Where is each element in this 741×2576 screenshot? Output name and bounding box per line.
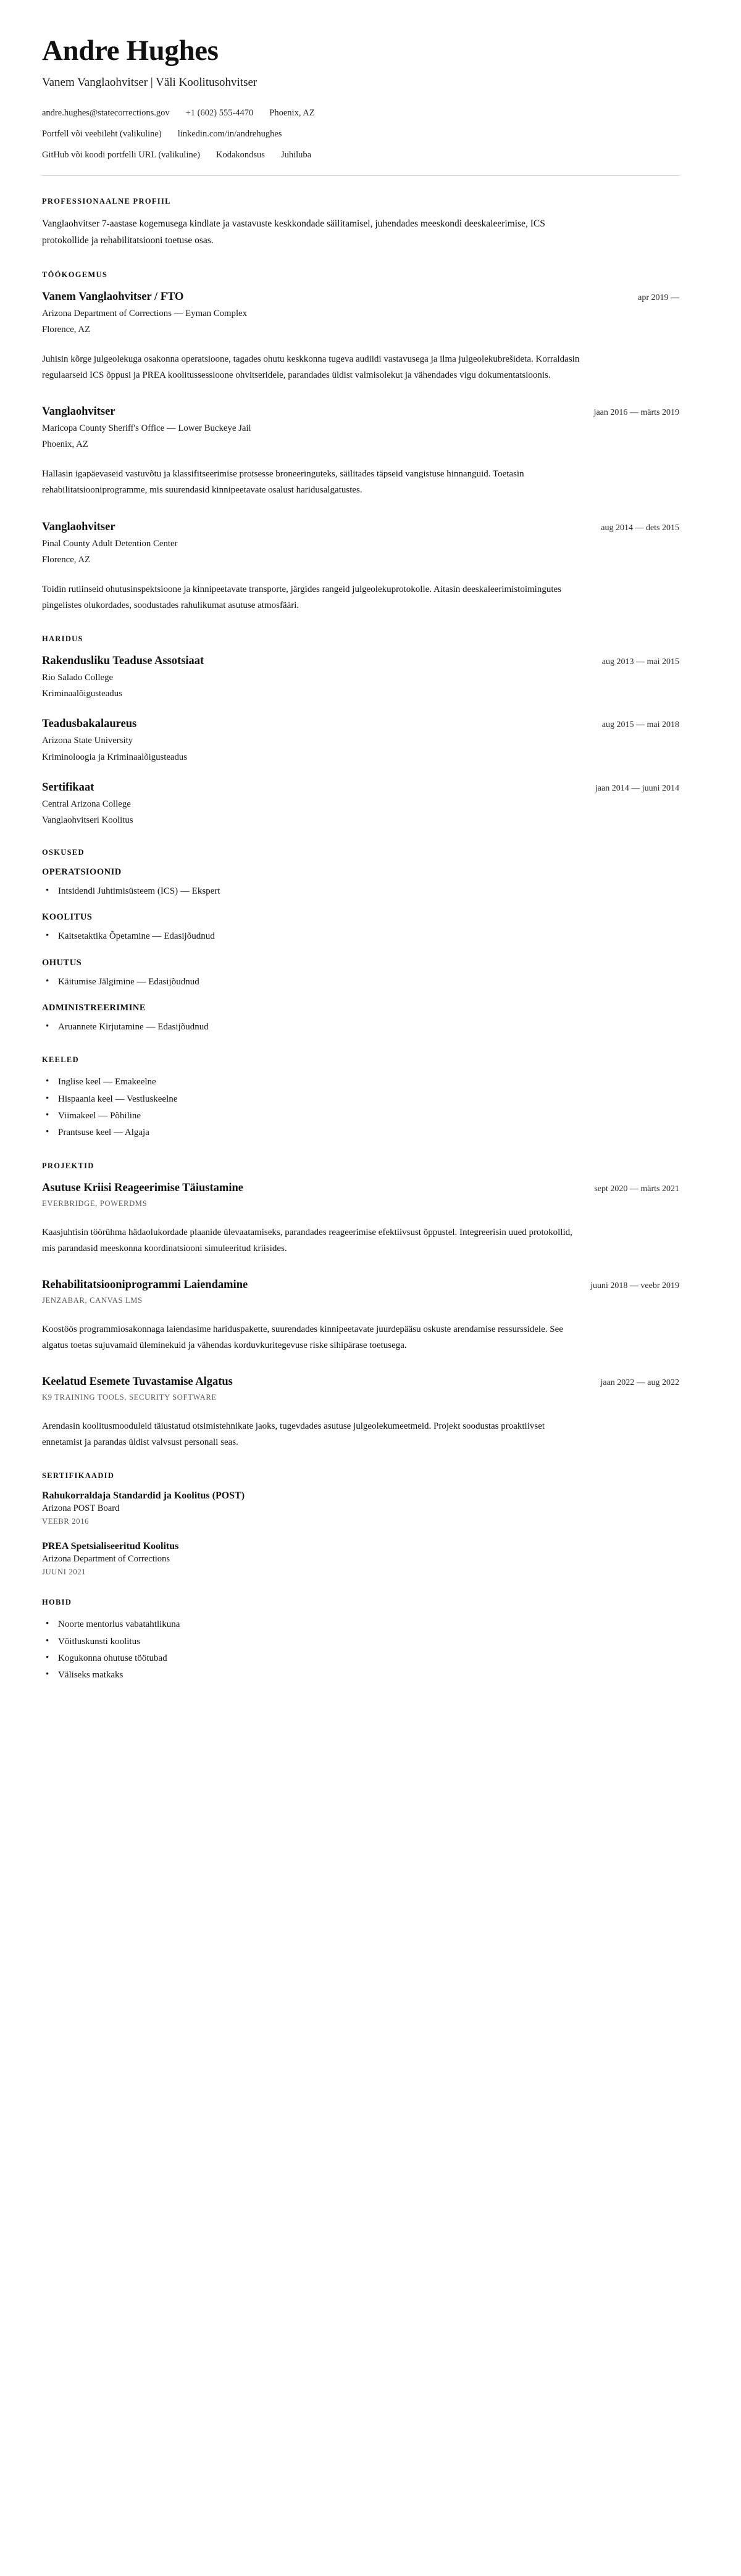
languages-bullet-list [42,1074,679,1140]
job-title: Vanglaohvitser [42,405,115,418]
project-date: juuni 2018 — veebr 2019 [590,1281,679,1290]
skill-bullet-list [42,974,679,989]
contact-item[interactable]: +1 (602) 555-4470 [185,108,254,118]
section-title-education: HARIDUS [42,634,83,643]
certification-date: VEEBR 2016 [42,1517,90,1526]
contact-item[interactable]: GitHub või koodi portfelli URL (valikuline) [42,150,200,160]
experience-entry [42,520,679,613]
experience-entry [42,404,679,498]
school-name: Rio Salado College [42,672,114,683]
header-divider [42,175,679,176]
section-title-experience: TÖÖKOGEMUS [42,270,108,279]
skill-category: KOOLITUS [42,912,93,923]
language-item: • Inglise keel — Emakeelne [42,1074,679,1089]
entry-header [42,780,679,795]
hobby-item: • Väliseks matkaks [42,1668,679,1682]
job-description: Toidin rutiinseid ohutusinspektsioone ja kinnipeetavate transporte, järgides rangeid julgeolekuprotokolle. Aitasin deeskaleerimistoimingutes pingelistes olukordades, soodustades rahulikumat asutuse atmosfääri. [42,584,561,610]
certification-name: PREA Spetsialiseeritud Koolitus [42,1541,179,1552]
job-organization: Arizona Department of Corrections — Eyman Complex [42,308,248,318]
section-experience [42,270,679,613]
section-title-projects: PROJEKTID [42,1161,94,1170]
certification-date: JUUNI 2021 [42,1568,86,1577]
contact-item[interactable]: linkedin.com/in/andrehughes [177,129,282,139]
skill-group [42,958,679,989]
entry-header [42,520,679,534]
field-of-study: Vanglaohvitseri Koolitus [42,815,133,825]
entry-header [42,1181,679,1195]
education-entry [42,780,679,827]
job-location: Phoenix, AZ [42,439,88,450]
job-date: apr 2019 — [638,293,679,302]
candidate-name: Andre Hughes [42,35,219,67]
language-item: • Hispaania keel — Vestluskeelne [42,1092,679,1107]
job-title: Vanglaohvitser [42,520,115,533]
entry-header [42,654,679,668]
certifications-list [42,1490,679,1577]
contact-item[interactable]: Kodakondsus [216,150,265,160]
field-of-study: Kriminaalõigusteadus [42,689,122,699]
job-date: jaan 2016 — märts 2019 [593,408,679,418]
degree-title: Rakendusliku Teaduse Assotsiaat [42,654,204,667]
job-date: aug 2014 — dets 2015 [601,523,679,533]
contact-row [42,150,679,160]
job-organization: Maricopa County Sheriff's Office — Lower Buckeye Jail [42,423,251,434]
project-entry [42,1181,679,1257]
education-entry [42,717,679,763]
contact-item[interactable]: Juhiluba [280,150,312,160]
hobby-item: • Võitluskunsti koolitus [42,1634,679,1649]
education-entry [42,654,679,700]
section-title-profile: PROFESSIONAALNE PROFIIL [42,197,171,206]
project-date: jaan 2022 — aug 2022 [600,1378,679,1388]
contact-item[interactable]: Phoenix, AZ [269,108,315,118]
entry-header [42,1374,679,1389]
skill-item: • Aruannete Kirjutamine — Edasijõudnud [42,1020,679,1034]
skill-group [42,912,679,944]
project-description: Arendasin koolitusmooduleid täiustatud otsimistehnikate jaoks, tugevdades asutuse julgeolekumeetmeid. Projekt soodustas proaktiivset ennetamist ja parandas üldist valvsust personali seas. [42,1421,545,1448]
skill-group [42,867,679,899]
project-name: Rehabilitatsiooniprogrammi Laiendamine [42,1278,248,1291]
project-tech-stack: JENZABAR, CANVAS LMS [42,1295,143,1305]
school-name: Arizona State University [42,736,133,746]
hobby-item: • Noorte mentorlus vabatahtlikuna [42,1617,679,1632]
section-title-hobbies: HOBID [42,1598,72,1607]
skill-bullet-list [42,929,679,944]
section-hobbies [42,1598,679,1682]
certification-name: Rahukorraldaja Standardid ja Koolitus (POST) [42,1490,245,1502]
field-of-study: Kriminoloogia ja Kriminaalõigusteadus [42,752,188,762]
hobbies-bullet-list [42,1617,679,1682]
skill-item: • Käitumise Jälgimine — Edasijõudnud [42,974,679,989]
section-projects [42,1161,679,1451]
entry-header [42,289,679,304]
section-education [42,634,679,827]
skill-category: ADMINISTREERIMINE [42,1003,146,1013]
project-tech-stack: EVERBRIDGE, POWERDMS [42,1199,148,1208]
contact-row [42,108,679,118]
language-item: • Viimakeel — Põhiline [42,1108,679,1123]
project-date: sept 2020 — märts 2021 [594,1184,679,1194]
skill-item: • Kaitsetaktika Õpetamine — Edasijõudnud [42,929,679,944]
contact-item[interactable]: andre.hughes@statecorrections.gov [42,108,170,118]
section-title-languages: KEELED [42,1055,79,1065]
degree-date: aug 2013 — mai 2015 [601,657,679,667]
degree-date: jaan 2014 — juuni 2014 [595,783,679,793]
degree-date: aug 2015 — mai 2018 [601,720,679,730]
resume-header [42,36,679,160]
certification-issuer: Arizona POST Board [42,1503,120,1514]
school-name: Central Arizona College [42,799,131,809]
project-entry [42,1374,679,1450]
skill-bullet-list [42,884,679,899]
job-location: Florence, AZ [42,324,91,334]
contact-row [42,129,679,139]
degree-title: Sertifikaat [42,781,94,794]
skill-group [42,1003,679,1034]
skill-bullet-list [42,1020,679,1034]
section-title-skills: OSKUSED [42,848,85,857]
job-title: Vanem Vanglaohvitser / FTO [42,290,184,303]
contact-item[interactable]: Portfell või veebileht (valikuline) [42,129,162,139]
project-entry [42,1278,679,1353]
project-name: Keelatud Esemete Tuvastamise Algatus [42,1376,233,1389]
candidate-headline: Vanem Vanglaohvitser | Väli Koolitusohvitser [42,76,257,89]
section-languages [42,1055,679,1140]
section-certifications [42,1471,679,1577]
entry-header [42,1278,679,1292]
job-description: Juhisin kõrge julgeolekuga osakonna operatsioone, tagades ohutu keskkonna tugeva audiidi vastavusega ja ilma julgeolekubrešideta. Korraldasin regulaarseid ICS õppusi ja PREA koolitussessioone ohvitseridele, parandades üldist valmisolekut ja vähendades vigu dokumentatsioonis. [42,354,580,380]
experience-entry [42,289,679,383]
project-description: Koostöös programmiosakonnaga laiendasime hariduspakette, suurendades kinnipeetavate juurdepääsu oskuste arendamise ressurssidele. See algatus toetas sujuvamaid üleminekuid ja vähendas korduvkuritegevuse riske sihipärase toetusega. [42,1324,563,1350]
hobby-item: • Kogukonna ohutuse töötubad [42,1651,679,1666]
section-profile [42,197,679,249]
degree-title: Teadusbakalaureus [42,718,137,731]
skills-list [42,867,679,1034]
skill-category: OPERATSIOONID [42,867,122,878]
certification-issuer: Arizona Department of Corrections [42,1554,170,1564]
language-item: • Prantsuse keel — Algaja [42,1125,679,1140]
project-description: Kaasjuhtisin töörühma hädaolukordade plaanide ülevaatamiseks, parandades reageerimise efektiivsust õppustel. Integreerisin uued protokollid, mis parandasid meeskonna koordinatsiooni simuleeritud kriisides. [42,1227,572,1253]
job-location: Florence, AZ [42,554,91,565]
projects-list [42,1181,679,1451]
certification-entry [42,1490,679,1526]
skill-item: • Intsidendi Juhtimisüsteem (ICS) — Ekspert [42,884,679,899]
section-skills [42,848,679,1034]
entry-header [42,404,679,419]
job-description: Hallasin igapäevaseid vastuvõtu ja klassifitseerimise protsesse broneeringuteks, säilitades täpseid vangistuse hinnanguid. Toetasin rehabilitatsiooniprogramme, mis suurendasid kinnipeetavate osalust haridusalgatustes. [42,469,524,496]
entry-header [42,717,679,731]
job-organization: Pinal County Adult Detention Center [42,538,178,549]
project-name: Asutuse Kriisi Reageerimise Täiustamine [42,1181,243,1194]
section-title-certifications: SERTIFIKAADID [42,1471,115,1481]
project-tech-stack: K9 TRAINING TOOLS, SECURITY SOFTWARE [42,1393,217,1402]
profile-summary: Vanglaohvitser 7-aastase kogemusega kindlate ja vastavuste keskkondade säilitamisel, juhendades meeskondi deeskaleerimise, ICS protokollide ja rehabilitatsiooni toetuse osas. [42,218,545,246]
experience-list [42,289,679,613]
skill-category: OHUTUS [42,957,82,968]
contact-block [42,108,679,160]
education-list [42,654,679,827]
certification-entry [42,1541,679,1577]
